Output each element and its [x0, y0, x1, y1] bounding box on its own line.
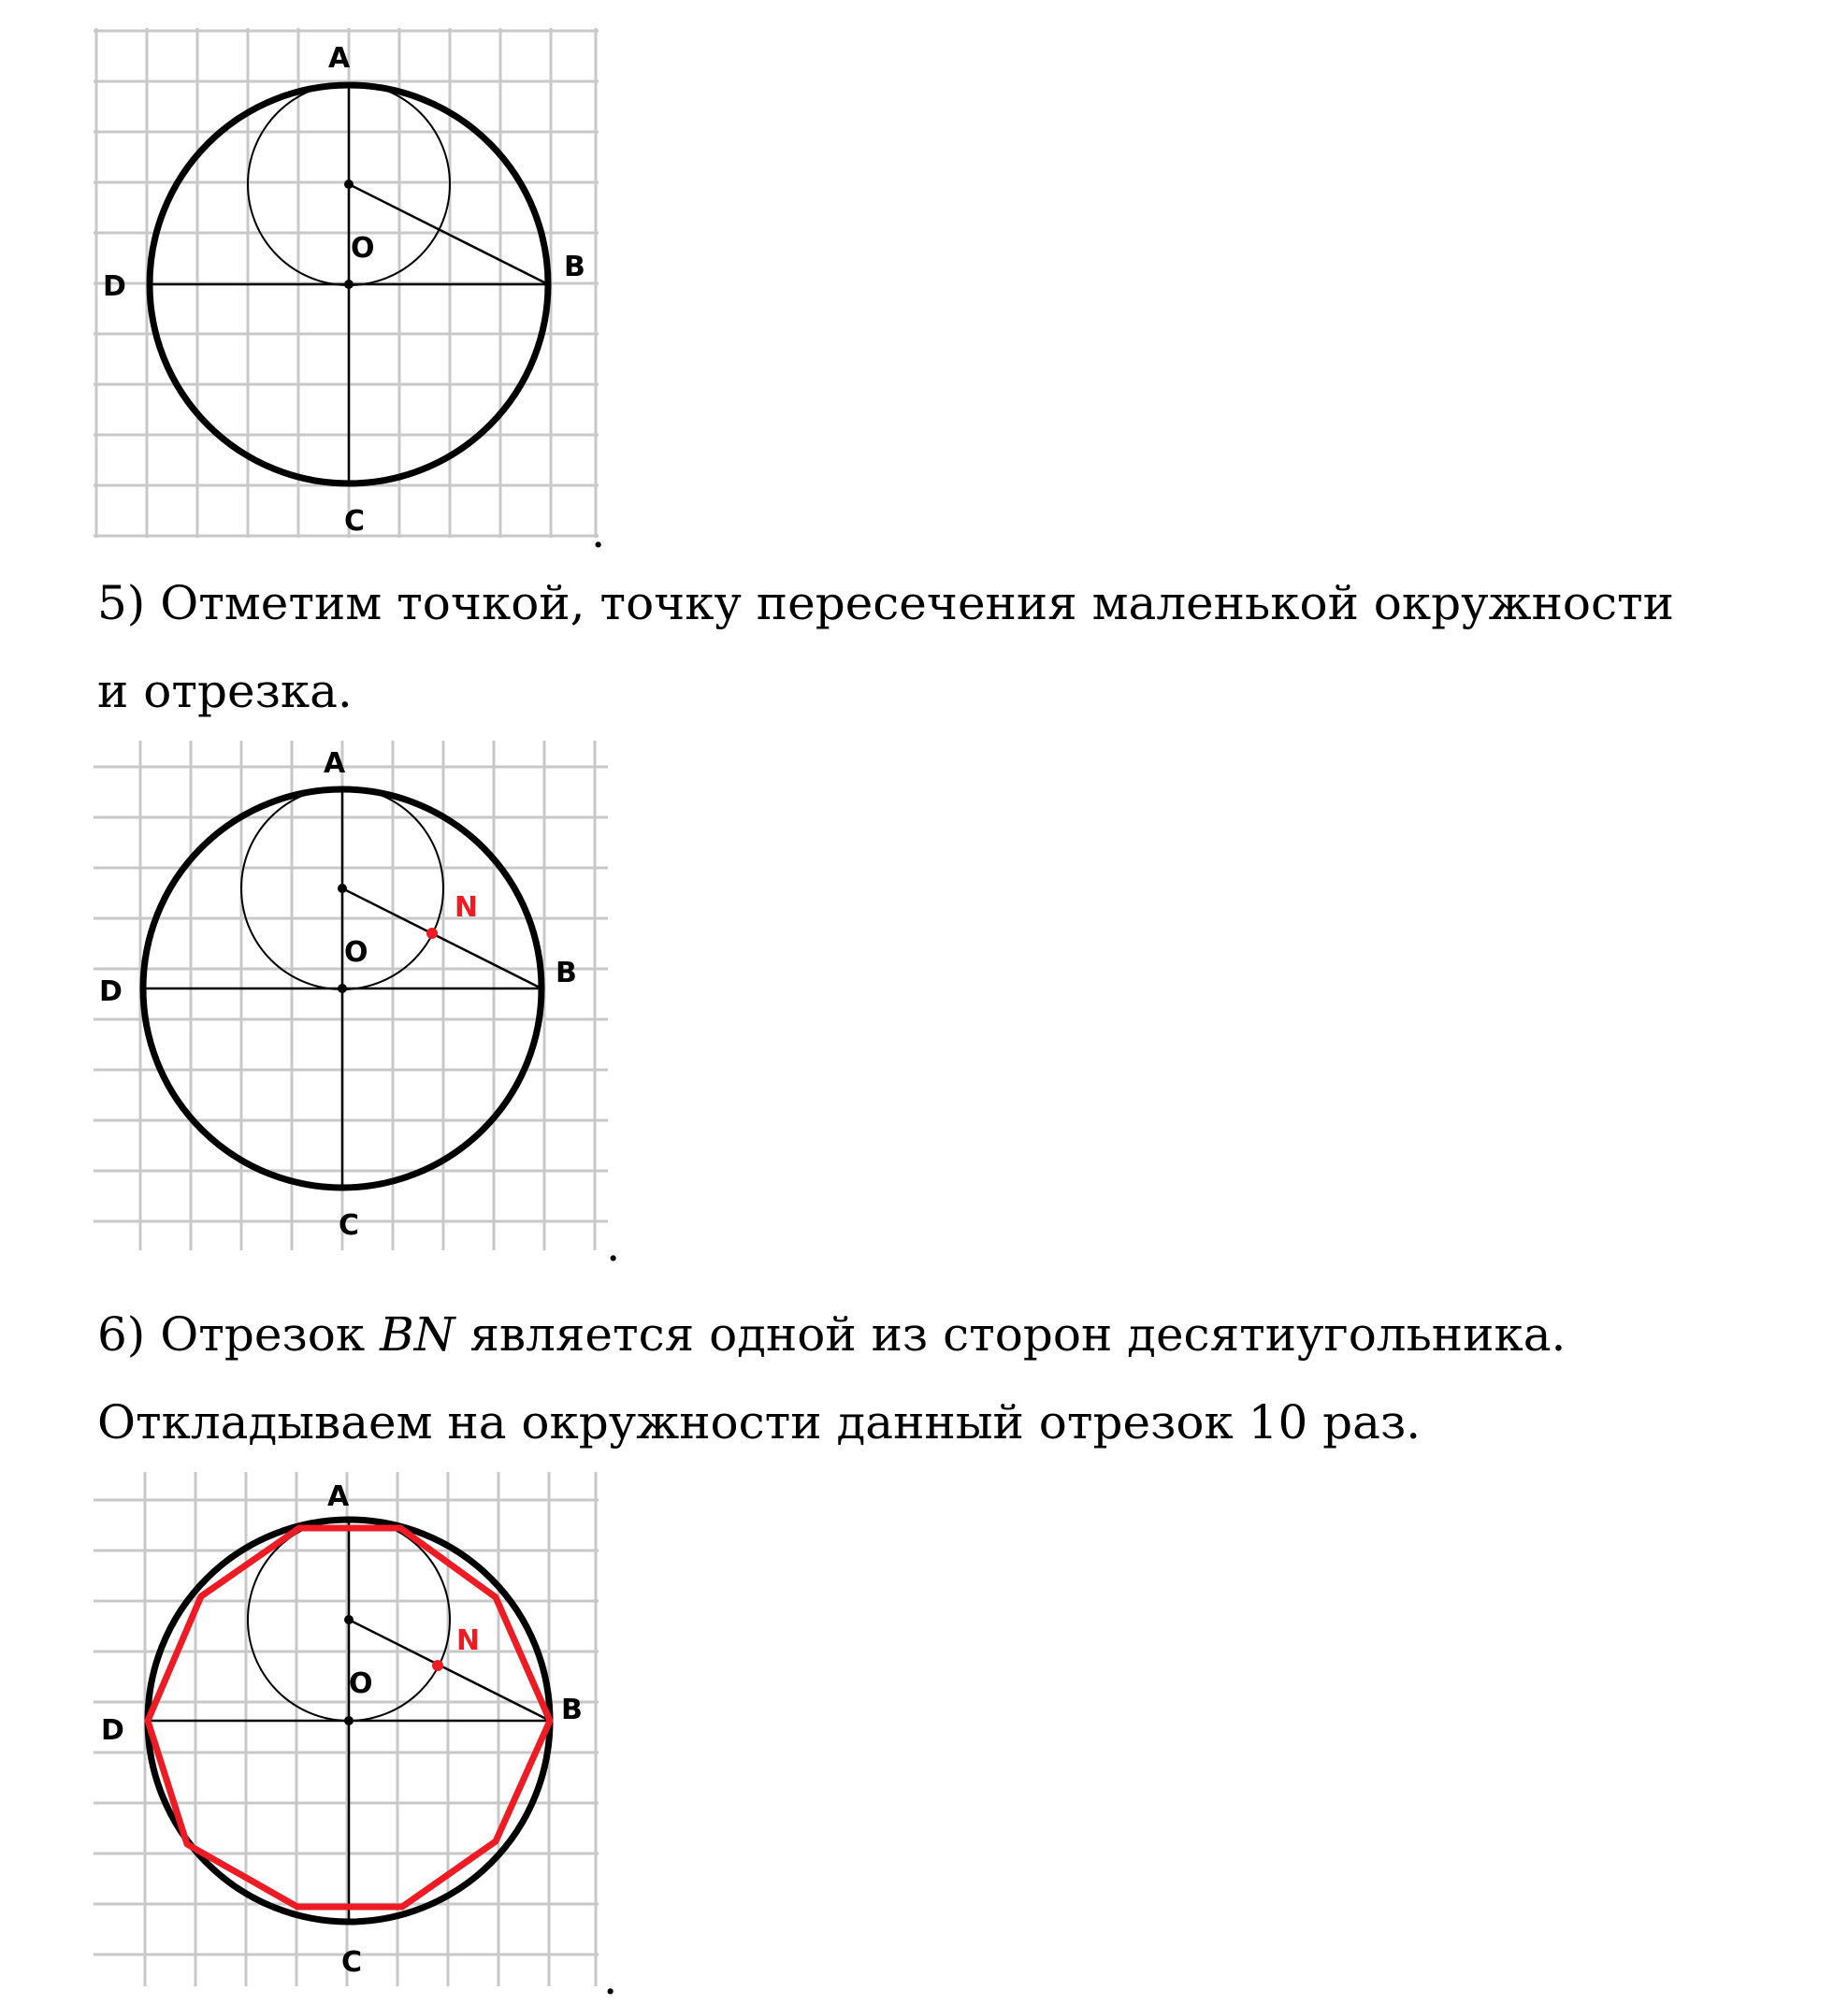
small-circle-center-point	[338, 884, 347, 893]
label-a: A	[328, 42, 351, 75]
label-b: B	[561, 1694, 583, 1726]
label-o: O	[349, 1667, 373, 1700]
step-6-line-1	[97, 1307, 1566, 1362]
label-d: D	[101, 1714, 124, 1747]
step-6-line-1-prefix: 6) Отрезок	[97, 1307, 380, 1362]
figure-3-terminator: .	[603, 1953, 618, 2005]
point-n	[432, 1660, 443, 1671]
label-n: N	[456, 1624, 481, 1657]
label-c: C	[339, 1209, 360, 1242]
label-b: B	[556, 957, 577, 989]
label-d: D	[99, 975, 123, 1008]
label-c: C	[344, 505, 366, 538]
step-5-line-1: 5) Отметим точкой, точку пересечения маленькой окружности	[97, 576, 1674, 630]
label-a: A	[327, 1480, 350, 1513]
label-c: C	[341, 1946, 363, 1979]
point-n	[426, 928, 438, 939]
small-circle-center-point	[344, 1615, 354, 1624]
label-o: O	[344, 936, 368, 969]
figure-2-drawing	[94, 741, 617, 1264]
figure-2-terminator: .	[606, 1219, 621, 1272]
segment-bn-symbol: BN	[379, 1307, 455, 1362]
label-b: B	[564, 251, 585, 283]
label-d: D	[103, 270, 126, 303]
point-o	[338, 984, 347, 993]
label-o: O	[351, 232, 375, 265]
step-6-line-1-suffix: является одной из сторон десятиугольника.	[455, 1307, 1566, 1362]
small-circle-center-point	[344, 180, 354, 189]
grid	[94, 741, 608, 1250]
figure-1-terminator: .	[591, 506, 606, 558]
figure-3-drawing	[94, 1472, 617, 1996]
label-a: A	[324, 747, 346, 780]
figure-3	[94, 1472, 617, 1996]
step-5-line-2: и отрезка.	[97, 664, 353, 718]
point-o	[344, 280, 354, 289]
figure-2	[94, 741, 617, 1264]
figure-1	[94, 28, 599, 552]
label-n: N	[455, 891, 479, 924]
figure-1-drawing	[94, 28, 599, 552]
point-o	[344, 1716, 354, 1725]
step-6-line-2: Откладываем на окружности данный отрезок 10 раз.	[97, 1395, 1422, 1450]
